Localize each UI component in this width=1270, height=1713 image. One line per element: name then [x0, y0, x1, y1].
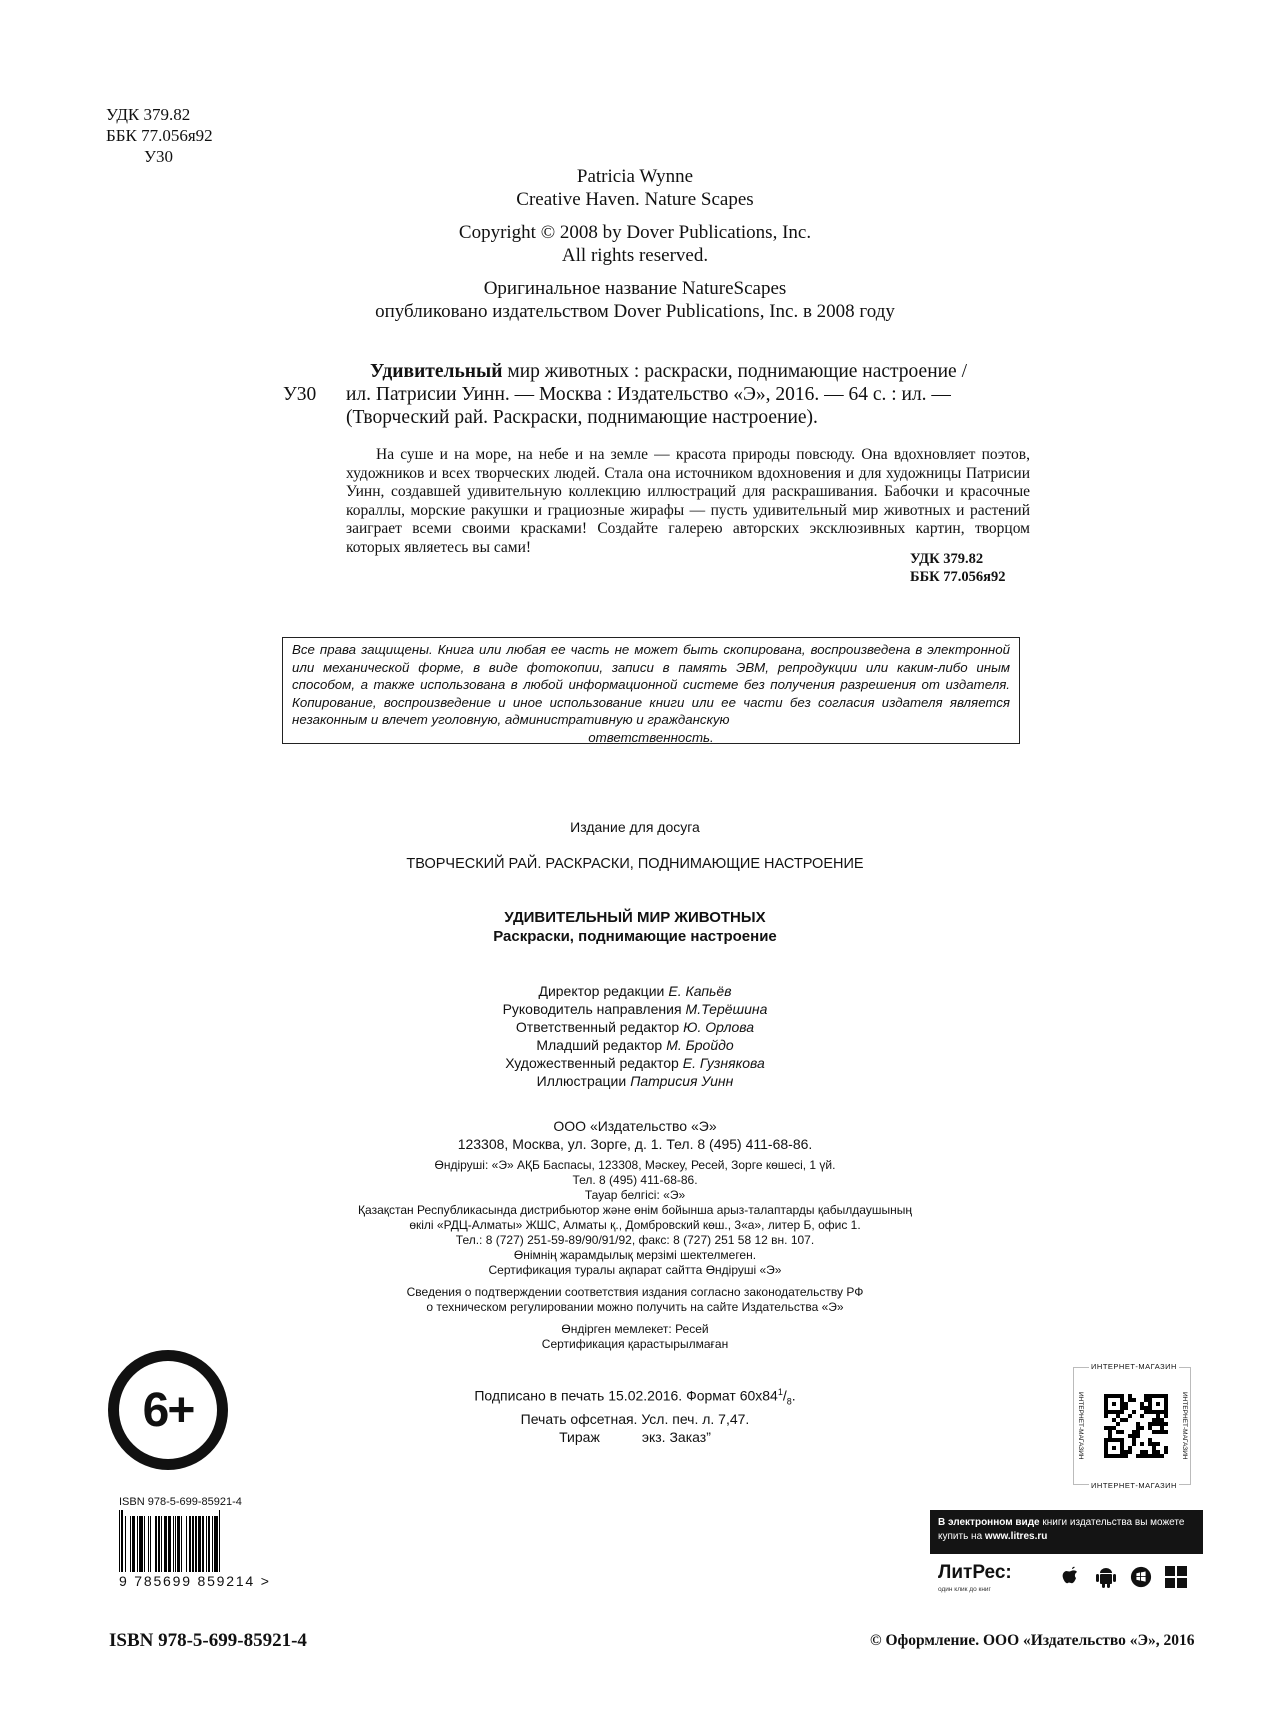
banner-text: книги издательства вы можете [1039, 1517, 1185, 1528]
udk-code-block [106, 104, 213, 167]
print-info-line-2: Печать офсетная. Усл. печ. л. 7,47. [520, 1411, 750, 1428]
qr-label-bottom: ИНТЕРНЕТ-МАГАЗИН [1089, 1481, 1179, 1490]
credit-name: М. Бройдо [666, 1037, 734, 1053]
kz-info-line: Тел. 8 (495) 411-68-86. [572, 1173, 698, 1187]
credit-name: М.Терёшина [685, 1001, 768, 1017]
book-subtitle: Раскраски, поднимающие настроение [493, 928, 777, 945]
copyright-line: Copyright © 2008 by Dover Publications, Inc. [458, 222, 812, 243]
credit-row [0, 1000, 1270, 1018]
original-series: Creative Haven. Nature Scapes [516, 189, 754, 210]
age-rating-inner [119, 1361, 217, 1459]
credit-role: Иллюстрации [536, 1073, 627, 1089]
age-rating: 6+ [142, 1383, 194, 1437]
publisher-block [0, 1117, 1270, 1153]
litres-banner-line-1 [938, 1516, 1195, 1530]
kz-info-line: Қазақстан Республикасында дистрибьютор және өнім бойынша арыз-талаптарды қабылдаушының [358, 1203, 912, 1217]
credit-row [0, 1036, 1270, 1054]
credit-role: Директор редакции [538, 983, 665, 999]
udk-code: УДК 379.82 [106, 105, 191, 124]
conformity-line: о техническом регулировании можно получить на сайте Издательства «Э» [426, 1300, 844, 1314]
format-denominator: 8 [786, 1396, 792, 1407]
udk-right-block [910, 550, 1006, 586]
print-run-label: Тираж [559, 1429, 600, 1446]
barcode-digits: 9 785699 859214 > [119, 1573, 271, 1589]
credit-role: Художественный редактор [505, 1055, 679, 1071]
bbk-code: ББК 77.056я92 [106, 126, 213, 145]
android-icon [1095, 1564, 1117, 1590]
credit-role: Младший редактор [536, 1037, 663, 1053]
qr-label-right: ИНТЕРНЕТ-МАГАЗИН [1181, 1392, 1188, 1460]
rights-notice-text: Все права защищены. Книга или любая ее часть не может быть скопирована, воспроизведена в электронной или механической форме, в виде фотокопии, записи в память ЭВМ, репродукции или каким-либо иным способом, а также использована в любой информационной системе без получения разрешения от издателя. Копирование, воспроизведение и иное использование книги или ее части без согласия издателя является незаконным и влечет уголовную, административную и гражданскую [292, 642, 1010, 727]
qr-label-top: ИНТЕРНЕТ-МАГАЗИН [1089, 1362, 1179, 1371]
catalog-code: У30 [283, 384, 317, 405]
origin-line: Өндірген мемлекет: Ресей [561, 1322, 709, 1336]
windows-phone-icon [1130, 1564, 1152, 1590]
catalog-line-1: мир животных : раскраски, поднимающие настроение / [502, 361, 968, 382]
isbn-barcode [119, 1496, 289, 1589]
original-publisher-line: опубликовано издательством Dover Publications, Inc. в 2008 году [375, 301, 895, 322]
qr-code-block[interactable] [1073, 1362, 1191, 1490]
rights-notice-end: ответственность. [588, 729, 714, 745]
litres-banner[interactable] [930, 1510, 1203, 1597]
credits-list [0, 982, 1270, 1090]
udk-right-code: УДК 379.82 [910, 551, 984, 567]
book-title-block [0, 908, 1270, 946]
credit-name: Е. Гузнякова [682, 1055, 765, 1071]
annotation-text: На суше и на море, на небе и на земле — красота природы повсюду. Она вдохновляет поэтов, художников и всех творческих людей. Стала она источником вдохновения и для художницы Патрисии Уинн, создавшей удивительную коллекцию иллюстраций для раскрашивания. Бабочки и красочные кораллы, морские ракушки и грациозные жирафы — пусть удивительный мир животных и растений заиграет всеми своими красками! Создайте галерею авторских эксклюзивных картин, творцом которых являетесь вы сами! [346, 446, 1030, 556]
qr-label-left: ИНТЕРНЕТ-МАГАЗИН [1077, 1392, 1084, 1460]
catalog-entry [346, 360, 1030, 429]
print-info-format: Подписано в печать 15.02.2016. Формат 60x84 [474, 1387, 778, 1404]
kz-info-line: Сертификация туралы ақпарат сайтта Өндіруші «Э» [488, 1263, 782, 1277]
book-title: УДИВИТЕЛЬНЫЙ МИР ЖИВОТНЫХ [504, 909, 766, 926]
rights-reserved: All rights reserved. [561, 245, 709, 266]
windows-icon [1165, 1564, 1187, 1590]
litres-banner-text [930, 1510, 1203, 1554]
barcode-bar [220, 1510, 221, 1572]
age-rating-badge [108, 1350, 228, 1470]
format-numerator: 1 [777, 1387, 783, 1397]
author-mark: У30 [144, 147, 174, 166]
catalog-line-2: ил. Патрисии Уинн. — Москва : Издательство «Э», 2016. — 64 с. : ил. — [346, 384, 951, 405]
design-copyright: © Оформление. ООО «Издательство «Э», 2016 [870, 1632, 1195, 1649]
origin-line: Сертификация қарастырылмаған [541, 1337, 729, 1351]
edition-type: Издание для досуга [570, 819, 700, 835]
origin-block [0, 1322, 1270, 1352]
annotation [346, 446, 1030, 557]
author-name: Patricia Wynne [576, 166, 694, 187]
print-info-end: . [791, 1387, 796, 1404]
litres-logo: ЛитРес: [938, 1562, 1012, 1583]
bbk-right-code: ББК 77.056я92 [910, 569, 1006, 585]
kz-info-line: Тауар белгісі: «Э» [584, 1188, 686, 1202]
litres-banner-line-2 [938, 1530, 1195, 1544]
publisher-address: 123308, Москва, ул. Зорге, д. 1. Тел. 8 (495) 411-68-86. [457, 1136, 813, 1152]
litres-link[interactable]: www.litres.ru [984, 1531, 1048, 1542]
conformity-line: Сведения о подтверждении соответствия издания согласно законодательству РФ [406, 1285, 864, 1299]
banner-text: купить на [938, 1531, 985, 1542]
publisher-name: ООО «Издательство «Э» [553, 1118, 717, 1134]
litres-tagline: один клик до книг [938, 1586, 991, 1593]
credit-name: Патрисия Уинн [630, 1073, 734, 1089]
credit-name: Ю. Орлова [683, 1019, 755, 1035]
barcode-isbn-label: ISBN 978-5-699-85921-4 [119, 1496, 242, 1508]
credit-row [0, 1072, 1270, 1090]
credit-role: Ответственный редактор [515, 1019, 680, 1035]
apple-icon [1060, 1564, 1082, 1590]
catalog-line-3: (Творческий рай. Раскраски, поднимающие настроение). [346, 407, 818, 428]
kz-info-block [0, 1158, 1270, 1278]
barcode-bars [119, 1510, 289, 1572]
credit-row [0, 1054, 1270, 1072]
series-title: ТВОРЧЕСКИЙ РАЙ. РАСКРАСКИ, ПОДНИМАЮЩИЕ НАСТРОЕНИЕ [406, 856, 864, 872]
credit-role: Руководитель направления [502, 1001, 682, 1017]
isbn-number: ISBN 978-5-699-85921-4 [109, 1630, 307, 1651]
kz-info-line: Өнімнің жарамдылық мерзімі шектелмеген. [513, 1248, 757, 1262]
print-info-line-1: Подписано в печать 15.02.2016. Формат $60x84^1/_8$. [474, 1387, 796, 1407]
catalog-title-bold: Удивительный [370, 361, 503, 382]
credit-row [0, 1018, 1270, 1036]
order-mark: ” [706, 1429, 711, 1446]
platform-icons [1060, 1564, 1187, 1590]
order-label: экз. Заказ [641, 1429, 707, 1446]
qr-module [1164, 1454, 1168, 1458]
credit-name: Е. Капьёв [668, 983, 732, 999]
credit-row [0, 982, 1270, 1000]
banner-highlight: электронном виде [948, 1517, 1040, 1528]
kz-info-line: өкілі «РДЦ-Алматы» ЖШС, Алматы қ., Домбровский көш., 3«а», литер Б, офис 1. [409, 1218, 861, 1232]
conformity-block [0, 1285, 1270, 1315]
original-title-line: Оригинальное название NatureScapes [483, 278, 787, 299]
kz-info-line: Өндіруші: «Э» АҚБ Баспасы, 123308, Мәскеу, Ресей, Зорге көшесі, 1 үй. [434, 1158, 836, 1172]
rights-notice-box [282, 637, 1020, 744]
banner-text: В [938, 1517, 948, 1528]
original-credits [0, 165, 1270, 323]
kz-info-line: Тел.: 8 (727) 251-59-89/90/91/92, факс: 8 (727) 251 58 12 вн. 107. [455, 1233, 815, 1247]
qr-code-icon [1104, 1394, 1168, 1458]
